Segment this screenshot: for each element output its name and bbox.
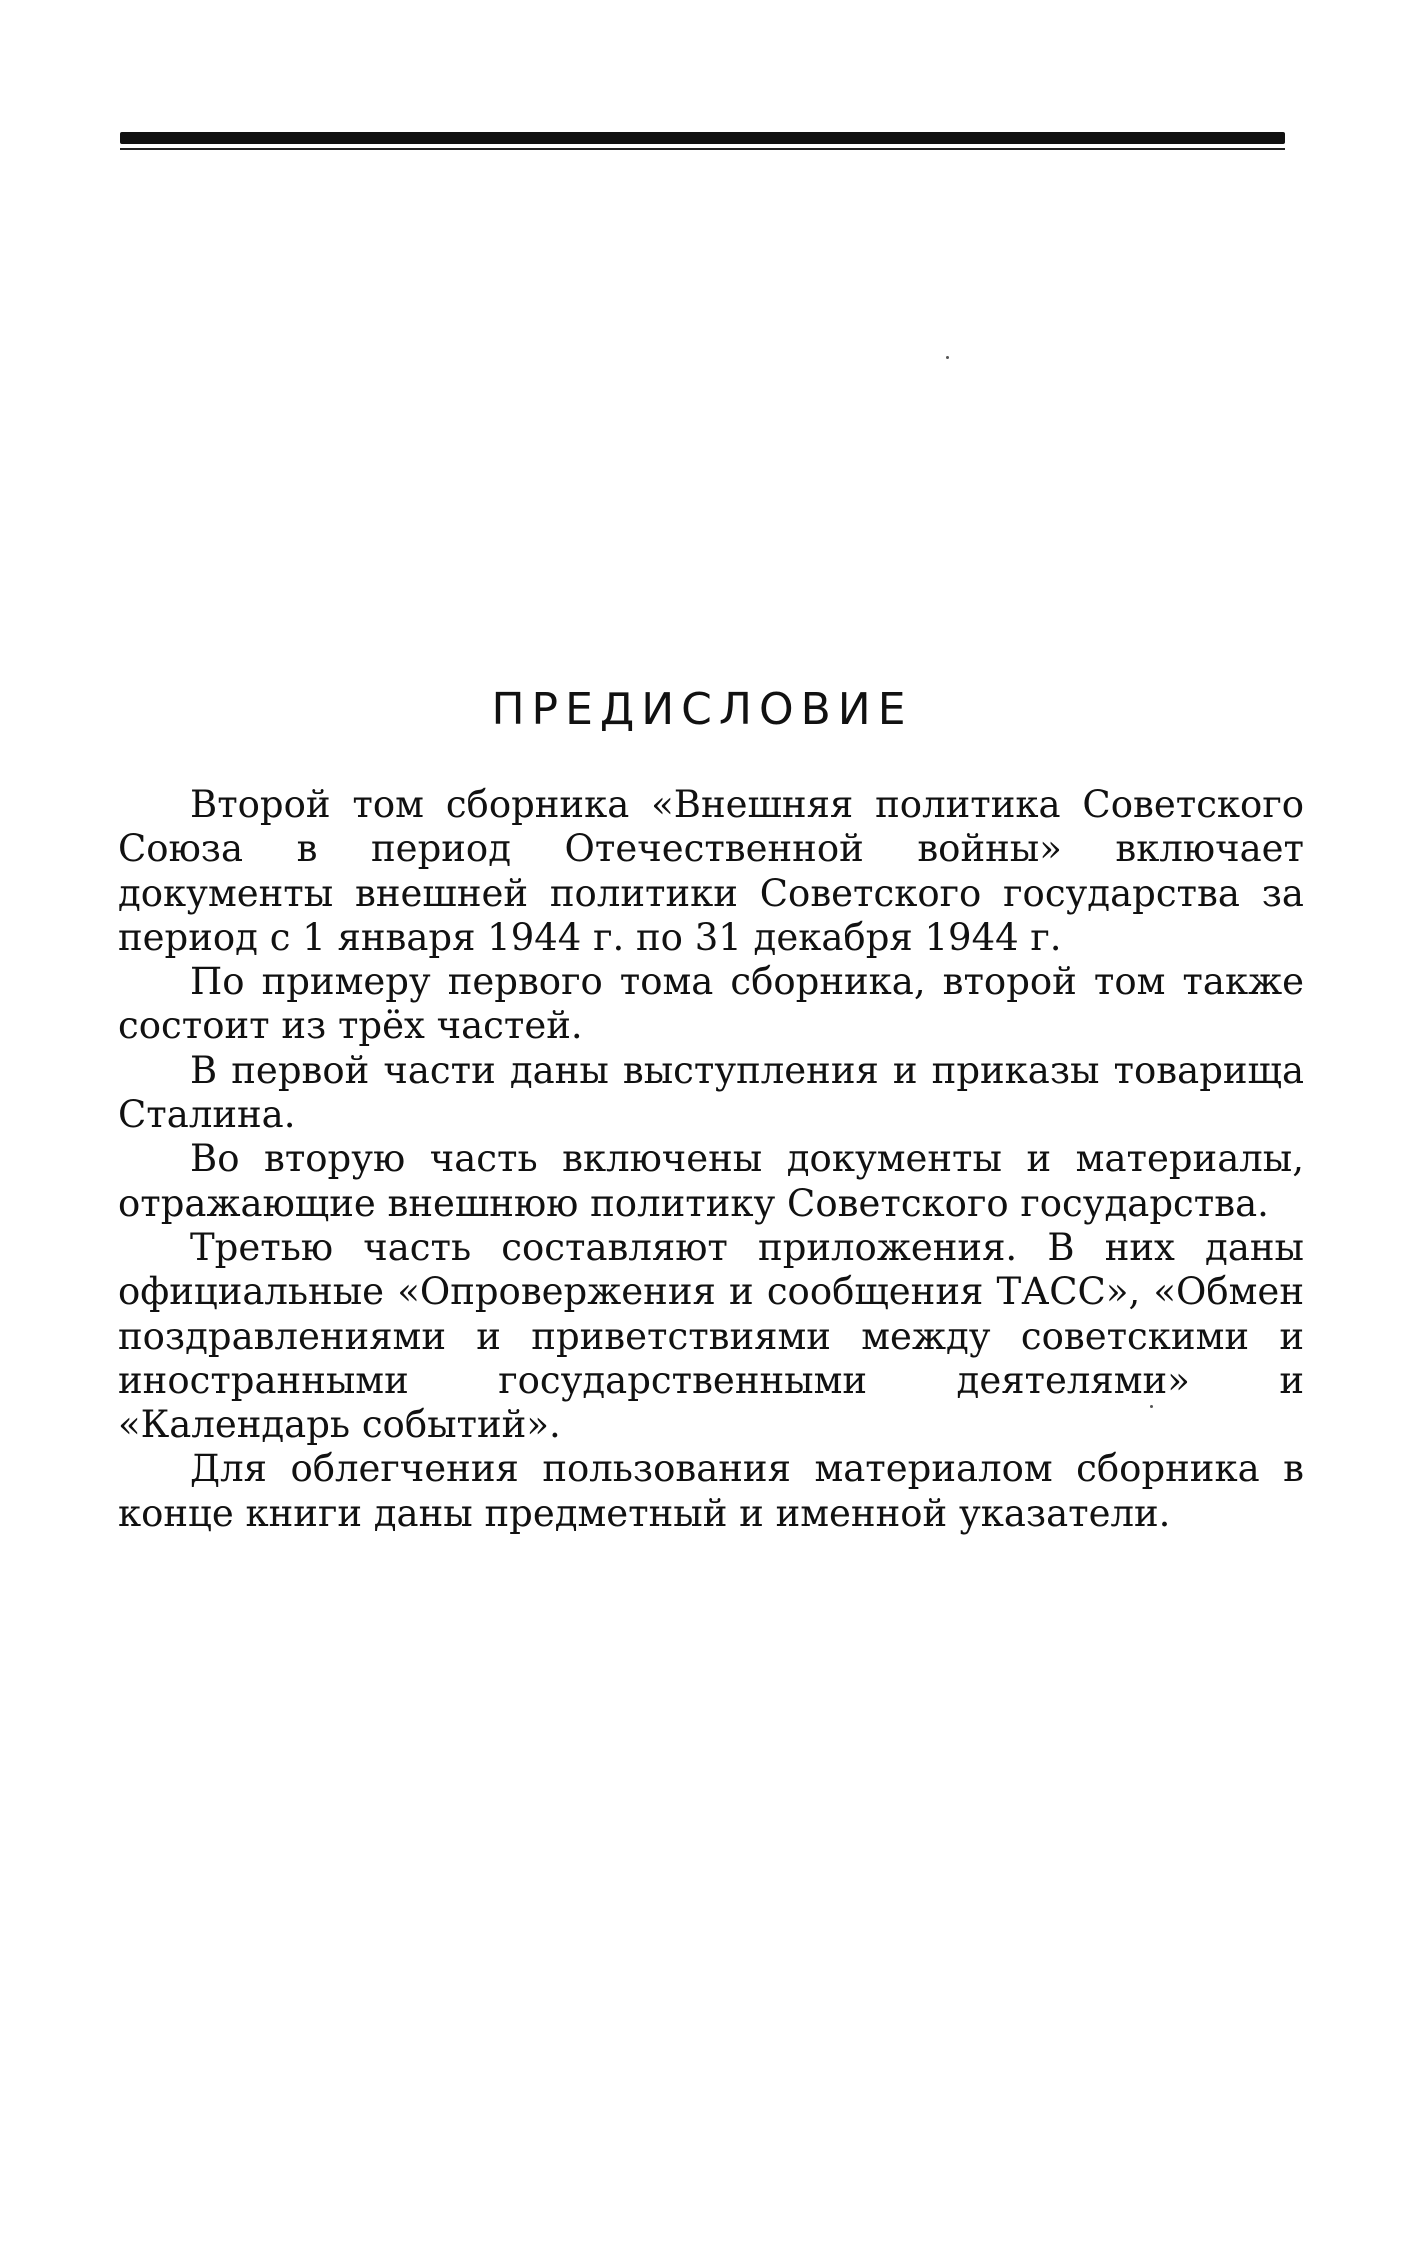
top-rule-underline: [120, 148, 1285, 150]
paragraph: Для облегчения пользования материалом сборника в конце книги даны предметный и именной указатели.: [118, 1447, 1304, 1535]
paragraph: Третью часть составляют приложения. В них даны официальные «Опровержения и сообщения ТАСС», «Обмен поздравлениями и приветствиями между советскими и иностранными государственными деятелями» и «Календарь событий».: [118, 1225, 1304, 1447]
paragraph: По примеру первого тома сборника, второй том также состоит из трёх частей.: [118, 960, 1304, 1048]
print-speck: [946, 356, 949, 359]
paragraph: Во вторую часть включены документы и материалы, отражающие внешнюю политику Советского государства.: [118, 1137, 1304, 1225]
body-text: [118, 783, 1304, 1536]
section-heading: ПРЕДИСЛОВИЕ: [491, 684, 913, 735]
paragraph: В первой части даны выступления и приказы товарища Сталина.: [118, 1048, 1304, 1137]
top-rule: [120, 132, 1285, 144]
paragraph: Второй том сборника «Внешняя политика Советского Союза в период Отечественной войны» включает документы внешней политики Советского государства за период с 1 января 1944 г. по 31 декабря 1944 г.: [118, 783, 1304, 959]
